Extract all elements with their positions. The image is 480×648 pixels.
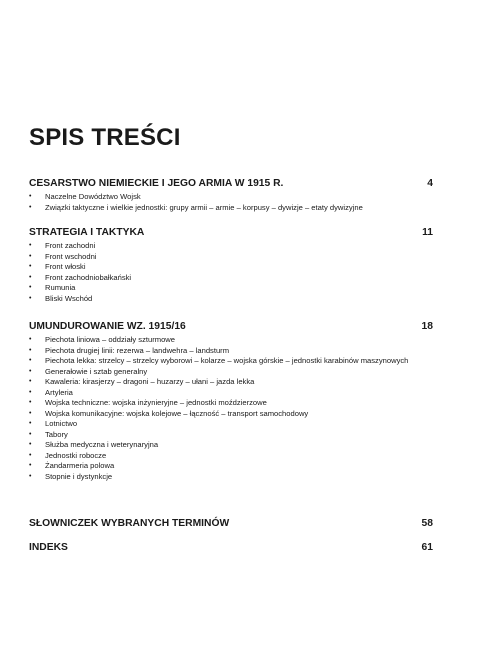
section-page-number: 58 — [421, 518, 433, 529]
list-item: • Artyleria — [29, 387, 73, 397]
list-item: • Stopnie i dystynkcje — [29, 471, 113, 481]
list-item: • Piechota liniowa – oddziały szturmowe — [29, 335, 176, 344]
list-item: • Tabory — [29, 429, 68, 439]
page-title: SPIS TREŚCI — [29, 124, 181, 151]
bullet-icon: • — [29, 409, 32, 417]
bullet-icon: • — [29, 357, 32, 364]
list-item: • Rumunia — [29, 283, 76, 292]
list-item: • Jednostki robocze — [29, 450, 107, 460]
section-page-number: 18 — [421, 321, 433, 332]
section-page-number: 61 — [421, 542, 433, 553]
bullet-icon: • — [29, 294, 32, 302]
bullet-icon: • — [29, 346, 32, 354]
list-item: • Związki taktyczne i wielkie jednostki: grupy armii – armie – korpusy – dywizje – etaty dywizyjne — [29, 202, 363, 212]
list-item: • Służba medyczna i weterynaryjna — [29, 440, 159, 449]
toc-section-glossary — [29, 517, 433, 531]
toc-item-list — [29, 241, 433, 304]
bullet-icon: • — [29, 367, 32, 375]
list-item: • Lotnictwo — [29, 419, 78, 428]
bullet-icon: • — [29, 284, 32, 291]
list-item: • Generałowie i sztab generalny — [29, 366, 148, 376]
section-title: SŁOWNICZEK WYBRANYCH TERMINÓW — [29, 518, 230, 529]
section-title: STRATEGIA I TAKTYKA — [29, 227, 145, 238]
section-page-number: 11 — [422, 227, 433, 238]
bullet-icon: • — [29, 252, 32, 260]
bullet-icon: • — [29, 263, 32, 270]
toc-item-list — [29, 192, 433, 213]
bullet-icon: • — [29, 388, 32, 396]
toc-section-heading — [29, 226, 433, 240]
bullet-icon: • — [29, 420, 32, 427]
bullet-icon: • — [29, 193, 32, 200]
toc-item-list — [29, 335, 433, 482]
bullet-icon: • — [29, 336, 32, 343]
list-item: • Front włoski — [29, 262, 86, 271]
toc-section-heading — [29, 177, 433, 191]
toc-section-index — [29, 541, 433, 555]
bullet-icon: • — [29, 451, 32, 459]
list-item: • Front zachodni — [29, 241, 96, 250]
list-item: • Front zachodniobałkański — [29, 272, 132, 282]
toc-section-heading — [29, 320, 433, 334]
section-title: UMUNDUROWANIE WZ. 1915/16 — [29, 321, 186, 332]
bullet-icon: • — [29, 378, 32, 385]
bullet-icon: • — [29, 430, 32, 438]
list-item: • Bliski Wschód — [29, 293, 93, 303]
toc-section-strategy — [29, 226, 433, 304]
bullet-icon: • — [29, 399, 32, 406]
list-item: • Naczelne Dowództwo Wojsk — [29, 192, 141, 201]
bullet-icon: • — [29, 441, 32, 448]
list-item: • Piechota drugiej linii: rezerwa – landwehra – landsturm — [29, 345, 230, 355]
list-item: • Wojska komunikacyjne: wojska kolejowe – łączność – transport samochodowy — [29, 408, 309, 418]
toc-section-heading — [29, 517, 433, 531]
bullet-icon: • — [29, 242, 32, 249]
list-item: • Front wschodni — [29, 251, 97, 261]
bullet-icon: • — [29, 273, 32, 281]
list-item: • Kawaleria: kirasjerzy – dragoni – huzarzy – ułani – jazda lekka — [29, 377, 255, 386]
bullet-icon: • — [29, 472, 32, 480]
section-page-number: 4 — [427, 178, 433, 189]
section-title: INDEKS — [29, 542, 68, 553]
list-item: • Żandarmeria polowa — [29, 461, 115, 470]
bullet-icon: • — [29, 462, 32, 469]
toc-section-empire-army — [29, 177, 433, 213]
toc-section-uniforms — [29, 320, 433, 482]
bullet-icon: • — [29, 203, 32, 211]
section-title: CESARSTWO NIEMIECKIE I JEGO ARMIA W 1915 R. — [29, 178, 284, 189]
list-item: • Wojska techniczne: wojska inżynieryjne – jednostki moździerzowe — [29, 398, 267, 407]
toc-section-heading — [29, 541, 433, 555]
list-item: • Piechota lekka: strzelcy – strzelcy wyborowi – kolarze – wojska górskie – jednostki karabinów maszynowych — [29, 356, 409, 365]
